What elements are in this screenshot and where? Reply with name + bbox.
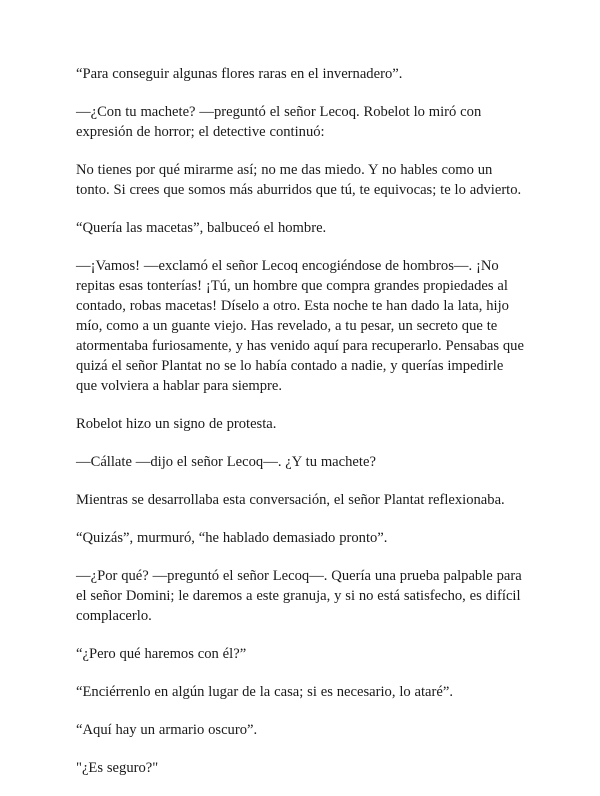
paragraph: Mientras se desarrollaba esta conversación, el señor Plantat reflexionaba. xyxy=(76,492,505,508)
paragraph: “Quería las macetas”, balbuceó el hombre. xyxy=(76,220,327,236)
paragraph: Robelot hizo un signo de protesta. xyxy=(76,416,277,432)
paragraph: —¡Vamos! —exclamó el señor Lecoq encogiéndose de hombros—. ¡No repitas esas tonterías! ¡Tú, un hombre que compra grandes propiedades al contado, robas macetas! Díselo a otro. Esta noche te han dado la lata, hijo mío, como a un guante viejo. Has revelado, a tu pesar, un secreto que te atormentaba furiosamente, y has venido aquí para recuperarlo. Pensabas que quizá el señor Plantat no se lo había contado a nadie, y querías impedirle que volviera a hablar para siempre. xyxy=(76,258,524,394)
paragraph: —¿Con tu machete? —preguntó el señor Lecoq. Robelot lo miró con expresión de horror; el detective continuó: xyxy=(76,104,482,140)
paragraph: “Aquí hay un armario oscuro”. xyxy=(76,722,258,738)
paragraph: “Para conseguir algunas flores raras en el invernadero”. xyxy=(76,66,403,82)
paragraph: "¿Es seguro?" xyxy=(76,760,159,776)
paragraph: “Enciérrenlo en algún lugar de la casa; si es necesario, lo ataré”. xyxy=(76,684,453,700)
paragraph: “¿Pero qué haremos con él?” xyxy=(76,646,247,662)
paragraph: —¿Por qué? —preguntó el señor Lecoq—. Quería una prueba palpable para el señor Domini; le daremos a este granuja, y si no está satisfecho, es difícil complacerlo. xyxy=(76,568,522,624)
body-text xyxy=(76,64,526,796)
paragraph: —Cállate —dijo el señor Lecoq—. ¿Y tu machete? xyxy=(76,454,376,470)
paragraph: No tienes por qué mirarme así; no me das miedo. Y no hables como un tonto. Si crees que somos más aburridos que tú, te equivocas; te lo advierto. xyxy=(76,162,522,198)
paragraph: “Quizás”, murmuró, “he hablado demasiado pronto”. xyxy=(76,530,388,546)
